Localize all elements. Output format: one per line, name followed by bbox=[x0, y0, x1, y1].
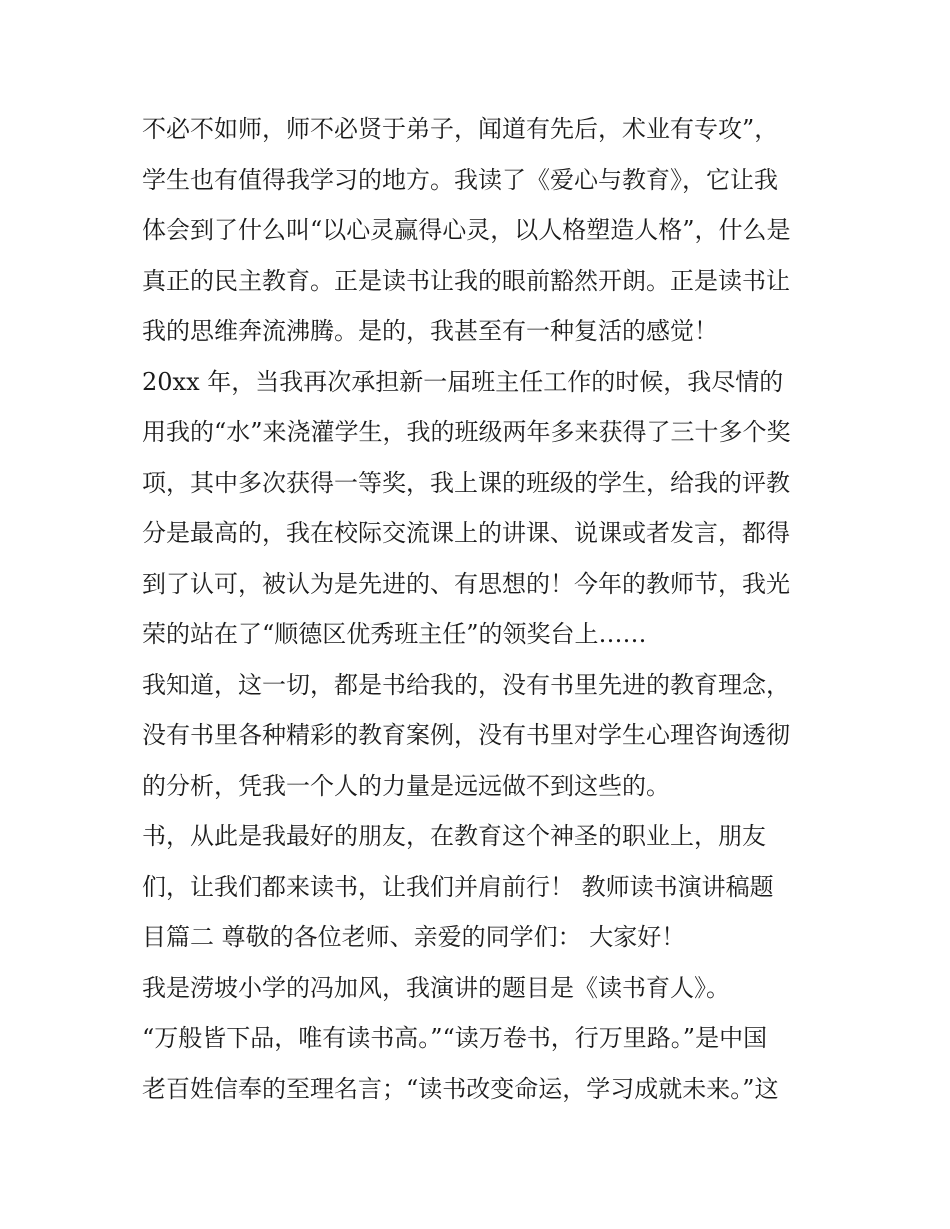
text-line: 我的思维奔流沸腾。是的，我甚至有一种复活的感觉！ bbox=[142, 317, 718, 345]
text-line: 荣的站在了“顺德区优秀班主任”的领奖台上…… bbox=[142, 620, 647, 648]
text-line: 学生也有值得我学习的地方。我读了《爱心与教育》，它让我 bbox=[142, 165, 778, 194]
text-line: 我是涝坡小学的冯加风，我演讲的题目是《读书育人》。 bbox=[142, 973, 730, 1002]
text-line: 我知道，这一切，都是书给我的，没有书里先进的教育理念， bbox=[142, 670, 790, 699]
text-line: 目篇二 尊敬的各位老师、亲爱的同学们： 大家好！ bbox=[142, 923, 686, 951]
text-line: 到了认可，被认为是先进的、有思想的！今年的教师节，我光 bbox=[142, 569, 790, 598]
text-line: 们，让我们都来读书，让我们并肩前行！ 教师读书演讲稿题 bbox=[142, 872, 774, 901]
document-body bbox=[142, 104, 822, 1114]
text-line: 用我的“水”来浇灌学生，我的班级两年多来获得了三十多个奖 bbox=[142, 418, 791, 446]
text-line: 的分析，凭我一个人的力量是远远做不到这些的。 bbox=[142, 771, 670, 800]
text-line: 没有书里各种精彩的教育案例，没有书里对学生心理咨询透彻 bbox=[142, 721, 790, 749]
text-line: 老百姓信奉的至理名言；“读书改变命运，学习成就未来。”这 bbox=[142, 1074, 779, 1103]
text-line: 体会到了什么叫“以心灵赢得心灵，以人格塑造人格”，什么是 bbox=[142, 216, 791, 244]
text-line: 项，其中多次获得一等奖，我上课的班级的学生，给我的评教 bbox=[142, 468, 790, 497]
text-line: 20xx 年，当我再次承担新一届班主任工作的时候，我尽情的 bbox=[142, 367, 784, 396]
text-line: “万般皆下品，唯有读书高。”“读万卷书，行万里路。”是中国 bbox=[142, 1024, 768, 1052]
text-line: 真正的民主教育。正是读书让我的眼前豁然开朗。正是读书让 bbox=[142, 266, 790, 295]
text-line: 分是最高的，我在校际交流课上的讲课、说课或者发言，都得 bbox=[142, 519, 790, 547]
text-line: 不必不如师，师不必贤于弟子，闻道有先后，术业有专攻”， bbox=[142, 115, 779, 143]
text-line: 书，从此是我最好的朋友，在教育这个神圣的职业上，朋友 bbox=[142, 822, 766, 850]
